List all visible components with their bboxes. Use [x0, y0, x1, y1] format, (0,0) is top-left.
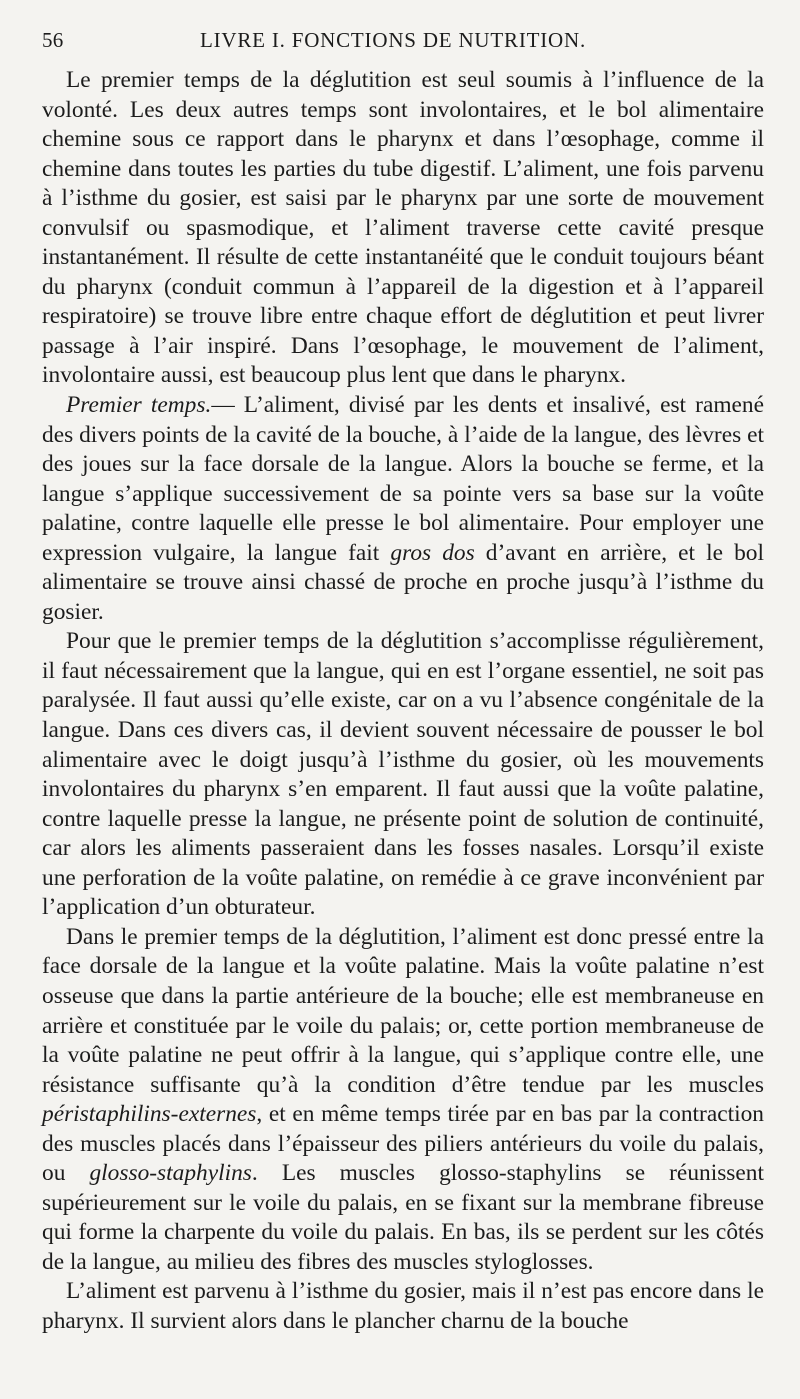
text-run: — L’aliment, divisé par les dents et insalivé, est ramené des divers points de la cavité de la bouche, à l’aide de la langue, des lèvres et des joues sur la face dorsale de la langue. Alors la bouche se ferme, et la langue s’applique successivement de sa pointe vers sa base sur la voûte palatine, contre laquelle elle presse le bol alimentaire. Pour employer une expression vulgaire, la langue fait — [42, 392, 764, 566]
paragraph — [42, 66, 764, 391]
italic-term: gros dos — [390, 539, 475, 566]
italic-term: péristaphilins-externes — [42, 1101, 257, 1128]
paragraph — [42, 391, 764, 627]
running-head — [42, 28, 764, 66]
italic-term: glosso-staphylins — [89, 1160, 252, 1187]
text-run: Dans le premier temps de la déglutition, l’aliment est donc pressé entre la face dorsale de la langue et la voûte palatine. Mais la voûte palatine n’est osseuse que dans la partie antérieure de la bouche; elle est membraneuse en arrière et constituée par le voile du palais; or, cette portion membraneuse de la voûte palatine ne peut offrir à la langue, qui s’applique contre elle, une résistance suffisante qu’à la condition d’être tendue par les muscles — [42, 923, 764, 1098]
running-title: LIVRE I. FONCTIONS DE NUTRITION. — [199, 28, 587, 52]
paragraph — [42, 923, 764, 1278]
italic-term: Premier temps. — [66, 392, 212, 419]
text-run: , et en même temps tirée par en bas par la contraction des muscles placés dans l’épaisseur des piliers antérieurs du voile du palais, ou — [42, 1101, 764, 1187]
body-text — [42, 66, 764, 1337]
text-run: L’aliment est parvenu à l’isthme du gosier, mais il n’est pas encore dans le pharynx. Il survient alors dans le plancher charnu de la bouche — [42, 1278, 764, 1334]
text-run: Le premier temps de la déglutition est seul soumis à l’influence de la volonté. Les deux autres temps sont involontaires, et le bol alimentaire chemine sous ce rapport dans le pharynx et dans l’œsophage, comme il chemine dans toutes les parties du tube digestif. L’aliment, une fois parvenu à l’isthme du gosier, est saisi par le pharynx par une sorte de mouvement convulsif ou spasmodique, et l’aliment traverse cette cavité presque instantanément. Il résulte de cette instantanéité que le conduit toujours béant du pharynx (conduit commun à l’appareil de la digestion et à l’appareil respiratoire) se trouve libre entre chaque effort de déglutition et peut livrer passage à l’air inspiré. Dans l’œsophage, le mouvement de l’aliment, involontaire aussi, est beaucoup plus lent que dans le pharynx. — [42, 67, 764, 389]
text-run: Pour que le premier temps de la déglutition s’accomplisse régulièrement, il faut nécessairement que la langue, qui en est l’organe essentiel, ne soit pas paralysée. Il faut aussi qu’elle existe, car on a vu l’absence congénitale de la langue. Dans ces divers cas, il devient souvent nécessaire de pousser le bol alimentaire avec le doigt jusqu’à l’isthme du gosier, où les mouvements involontaires du pharynx s’en emparent. Il faut aussi que la voûte palatine, contre laquelle presse la langue, ne présente point de solution de continuité, car alors les aliments passeraient dans les fosses nasales. Lorsqu’il existe une perforation de la voûte palatine, on remédie à ce grave inconvénient par l’application d’un obturateur. — [42, 628, 764, 921]
paragraph — [42, 627, 764, 922]
text-run: . Les muscles glosso-staphylins se réunissent supérieurement sur le voile du palais, en se fixant sur la membrane fibreuse qui forme la charpente du voile du palais. En bas, ils se perdent sur les côtés de la langue, au milieu des fibres des muscles styloglosses. — [42, 1160, 764, 1275]
text-run: d’avant en arrière, et le bol alimentaire se trouve ainsi chassé de proche en proche jusqu’à l’isthme du gosier. — [42, 539, 764, 625]
page-number: 56 — [42, 28, 64, 52]
paragraph — [42, 1277, 764, 1336]
